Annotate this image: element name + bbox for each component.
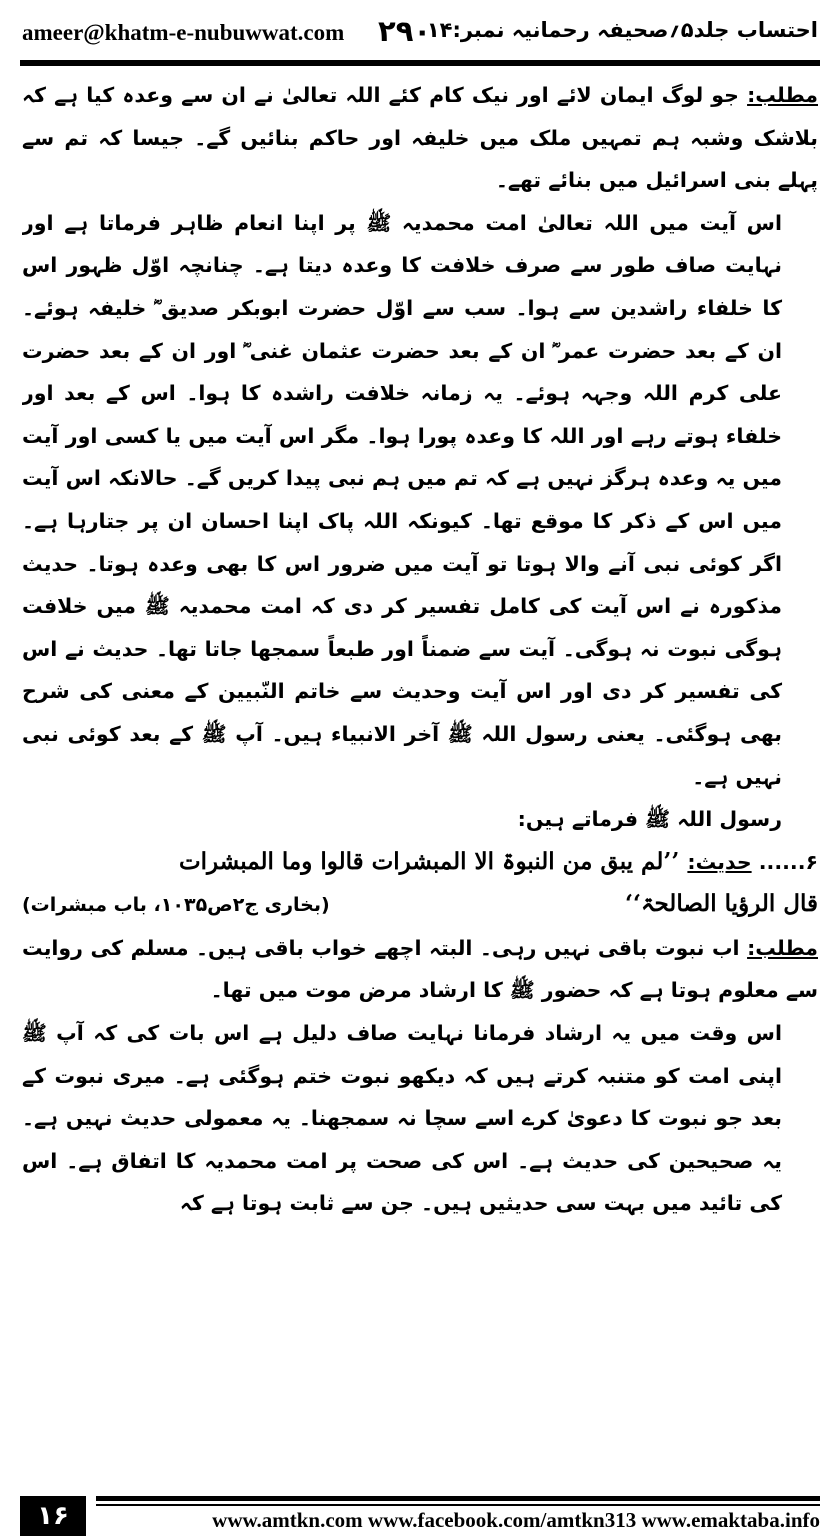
page-body: [22, 74, 818, 1492]
hadith-block: [22, 841, 818, 884]
folio-number: ۱۶: [20, 1496, 86, 1536]
paragraph-rasool-intro: رسول اللہ ﷺ فرماتے ہیں:: [517, 807, 782, 832]
hadith-arabic-line-2: قال الرؤیا الصالحۃ‘‘: [624, 890, 818, 918]
page-footer: [0, 1494, 840, 1540]
hadith-reference: (بخاری ج۲ص۱۰۳۵، باب مبشرات): [22, 894, 330, 917]
hadith-second-line: [22, 883, 818, 927]
paragraph-commentary: اس آیت میں اللہ تعالیٰ امت محمدیہ ﷺ پر اپنا انعام ظاہر فرماتا ہے اور نہایت صاف طور سے صرف خلافت کا وعدہ دیتا ہے۔ چنانچہ اوّل ظہور اس کا خلفاء راشدین سے ہوا۔ سب سے اوّل حضرت ابوبکر صدیق ؓ خلیفہ ہوئے۔ ان کے بعد حضرت عمر ؓ ان کے بعد حضرت عثمان غنی ؓ اور ان کے بعد حضرت علی کرم اللہ وجہہ ہوئے۔ یہ زمانہ خلافت راشدہ کا ہوا۔ اس کے بعد اور خلفاء ہوتے رہے اور اللہ کا وعدہ پورا ہوا۔ مگر اس آیت میں یا کسی اور آیت میں یہ وعدہ ہرگز نہیں ہے کہ تم میں ہم نبی پیدا کریں گے۔ حالانکہ اس آیت میں اس کے ذکر کا موقع تھا۔ کیونکہ اللہ پاک اپنا احسان ان پر جتارہا ہے۔ اگر کوئی نبی آنے والا ہوتا تو آیت میں ضرور اس کا بھی وعدہ ہوتا۔ حدیث مذکورہ نے اس آیت کی کامل تفسیر کر دی کہ امت محمدیہ ﷺ میں خلافت ہوگی نبوت نہ ہوگی۔ آیت سے ضمناً اور طبعاً سمجھا جاتا تھا۔ حدیث نے اس کی تفسیر کر دی اور اس آیت وحدیث سے خاتم النّبیین کے معنی کی شرح بھی ہوگئی۔ یعنی رسول اللہ ﷺ آخر الانبیاء ہیں۔ آپ ﷺ کے بعد کوئی نبی نہیں ہے۔: [22, 210, 782, 789]
hadith-label: حدیث:: [687, 849, 752, 874]
footer-rule: [96, 1496, 820, 1501]
matlab-label: مطلب:: [747, 83, 818, 107]
header-rule: [20, 60, 820, 66]
running-title: احتساب جلد۵؍صحیفہ رحمانیہ نمبر:۱۴: [426, 18, 818, 42]
hadith-number: ۶......: [758, 849, 818, 874]
page-number: ۲۹۰: [378, 14, 432, 48]
header-email: ameer@khatm-e-nubuwwat.com: [22, 20, 345, 45]
page-header: [0, 0, 840, 60]
matlab-label: مطلب:: [747, 935, 818, 960]
paragraph-text: اب نبوت باقی نہیں رہی۔ البتہ اچھے خواب باقی ہیں۔ مسلم کی روایت سے معلوم ہوتا ہے کہ حضور ﷺ کا ارشاد مرض موت میں تھا۔: [22, 935, 818, 1003]
paragraph-text: جو لوگ ایمان لائے اور نیک کام کئے اللہ تعالیٰ نے ان سے وعدہ کیا ہے کہ بلاشک وشبہ ہم تمہیں ملک میں خلیفہ اور حاکم بنائیں گے۔ جیسا کہ تم سے پہلے بنی اسرائیل میں بنائے تھے۔: [22, 83, 818, 193]
paragraph-explanation: اس وقت میں یہ ارشاد فرمانا نہایت صاف دلیل ہے اس بات کی کہ آپ ﷺ اپنی امت کو متنبہ کرتے ہیں کہ دیکھو نبوت ختم ہوگئی ہے۔ میری نبوت کے بعد جو نبوت کا دعویٰ کرے اسے سچا نہ سمجھنا۔ یہ معمولی حدیث نہیں ہے۔ یہ صحیحین کی حدیث ہے۔ اس کی صحت پر امت محمدیہ کا اتفاق ہے۔ اس کی تائید میں بہت سی حدیثیں ہیں۔ جن سے ثابت ہوتا ہے کہ: [22, 1021, 782, 1216]
footer-urls: www.amtkn.com www.facebook.com/amtkn313 www.emaktaba.info: [212, 1508, 820, 1532]
paragraph-matlab-1: [22, 74, 818, 202]
hadith-arabic-line-1: ’’لم یبق من النبوۃ الا المبشرات قالوا وما المبشرات: [179, 847, 688, 875]
paragraph-matlab-2: [22, 927, 818, 1012]
footer-rule-thin: [96, 1504, 820, 1506]
